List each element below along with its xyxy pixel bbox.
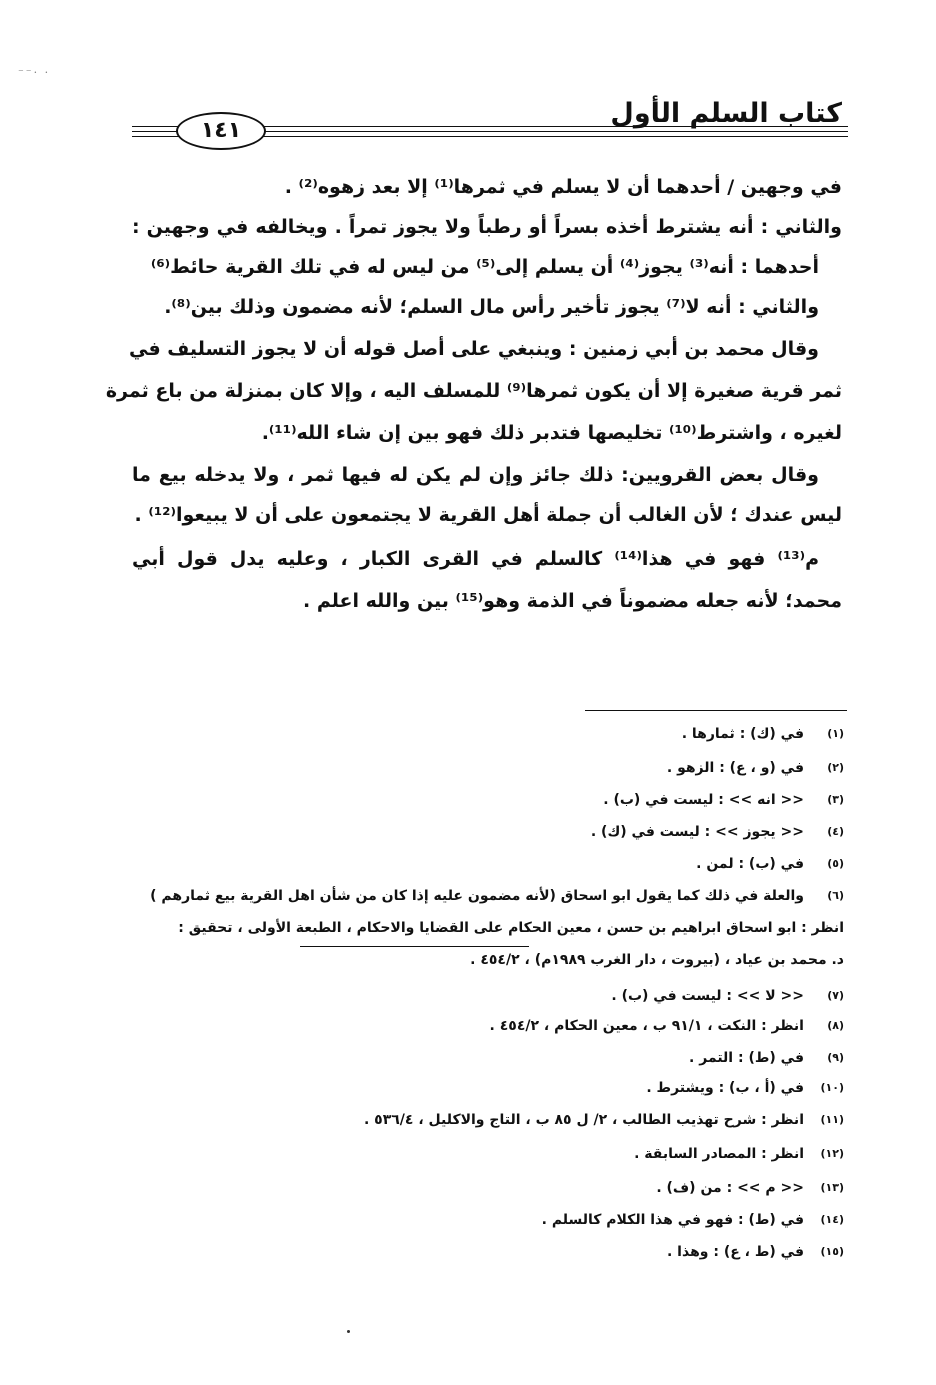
footnote-number: (٣) (827, 793, 844, 806)
page-number: ١٤١ (176, 112, 266, 150)
footnote-number: (١٣) (820, 1181, 844, 1194)
footnote-continuation: د. محمد بن عياد ، (بيروت ، دار الغرب ١٩٨٩م) ، ٤٥٤/٢ . (470, 952, 844, 968)
footnote-number: (١٤) (820, 1213, 844, 1226)
footnote-text: في (ط) : فهو في هذا الكلام كالسلم . (541, 1212, 804, 1228)
body-line: محمد؛ لأنه جعله مضموناً في الذمة وهو⁽¹⁵⁾ بين والله اعلم . (303, 590, 842, 612)
footnote (656, 1176, 844, 1200)
footnote (646, 1076, 844, 1100)
footnote-text: في (أ ، ب) : ويشترط . (646, 1080, 804, 1096)
footnote-text: << لا >> : ليست في (ب) . (611, 988, 804, 1004)
footnote-text: << م >> : من (ف) . (656, 1180, 804, 1196)
footnote-text: << يجوز >> : ليست في (ك) . (590, 824, 804, 840)
footnote-separator (585, 710, 847, 711)
footnote (689, 1046, 844, 1070)
body-line: م⁽¹³⁾ فهو في هذا⁽¹⁴⁾ كالسلم في القرى الكبار ، وعليه يدل قول أبي (132, 548, 819, 570)
body-line: ثمر قرية صغيرة إلا أن يكون ثمرها⁽⁹⁾ للمسلف اليه ، وإلا كان بمنزلة من باع ثمرة (105, 380, 842, 402)
body-line: أحدهما : أنه⁽³⁾ يجوز⁽⁴⁾ أن يسلم إلى⁽⁵⁾ من ليس له في تلك القرية حائط⁽⁶⁾ (150, 256, 819, 278)
footnote-number: (٨) (827, 1019, 844, 1032)
footnote (603, 788, 844, 812)
footnote-number: (١٥) (820, 1245, 844, 1258)
footnote (667, 756, 844, 780)
book-title-underline (300, 946, 529, 947)
footnote-text: والعلة في ذلك كما يقول ابو اسحاق (لأنه مضمون عليه إذا كان من شأن اهل القرية بيع ثمارهم ) (150, 888, 804, 904)
footnote-text: في (ط ، ع) : وهذا . (666, 1244, 804, 1260)
footnote-number: (٦) (827, 889, 844, 902)
footnote-text: << انه >> : ليست في (ب) . (603, 792, 804, 808)
footnote (611, 984, 844, 1008)
footnote (634, 1142, 844, 1166)
footnote-number: (٧) (827, 989, 844, 1002)
scan-speck (347, 1330, 350, 1333)
footnote-number: (١) (827, 727, 844, 740)
footnote-number: (٤) (827, 825, 844, 838)
footnote-number: (١١) (820, 1113, 844, 1126)
footnote-number: (٢) (827, 761, 844, 774)
scan-smudge: ⁻⁻· · (18, 66, 51, 79)
footnote (682, 722, 844, 746)
body-line: والثاني : أنه لا⁽⁷⁾ يجوز تأخير رأس مال السلم؛ لأنه مضمون وذلك بين⁽⁸⁾. (164, 296, 819, 318)
body-line: وقال بعض القرويين: ذلك جائز وإن لم يكن له فيها ثمر ، ولا يدخله بيع ما (132, 464, 819, 486)
body-line: في وجهين / أحدهما أن لا يسلم في ثمرها⁽¹⁾ إلا بعد زهوه⁽²⁾ . (284, 176, 842, 198)
footnote-number: (١٢) (820, 1147, 844, 1160)
footnote (591, 820, 844, 844)
footnote (542, 1208, 844, 1232)
footnote-text: في (و ، ع) : الزهو . (666, 760, 804, 776)
header-title: كتاب السلم الأول (610, 98, 842, 129)
footnote-number: (٩) (827, 1051, 844, 1064)
footnote-text: انظر : النكت ، ٩١/١ ب ، معين الحكام ، ٤٥٤/٢ . (489, 1018, 804, 1034)
footnote (150, 884, 844, 908)
footnote-text: انظر : المصادر السابقة . (634, 1146, 804, 1162)
body-line: والثاني : أنه يشترط أخذه بسراً أو رطباً ولا يجوز تمراً . ويخالفه في وجهين : (132, 216, 842, 238)
footnote-text: في (ط) : التمر . (689, 1050, 804, 1066)
footnote-continuation: انظر : ابو اسحاق ابراهيم بن حسن ، معين الحكام على القضايا والاحكام ، الطبعة الأولى ، تحقيق : (178, 920, 844, 936)
body-line: ليس عندك ؛ لأن الغالب أن جملة أهل القرية لا يجتمعون على أن لا يبيعوا⁽¹²⁾ . (134, 504, 842, 526)
footnote (696, 852, 844, 876)
footnote (667, 1240, 844, 1264)
footnote-text: في (ب) : لمن . (696, 856, 804, 872)
footnote-number: (٥) (827, 857, 844, 870)
footnote-text: انظر : شرح تهذيب الطالب ، ٢/ ل ٨٥ ب ، التاج والاكليل ، ٥٣٦/٤ . (363, 1112, 804, 1128)
footnote (364, 1108, 844, 1132)
body-line: وقال محمد بن أبي زمنين : وينبغي على أصل قوله أن لا يجوز التسليف في (129, 338, 819, 360)
body-line: لغيره ، واشترط⁽¹⁰⁾ تخليصها فتدبر ذلك فهو بين إن شاء الله⁽¹¹⁾. (261, 422, 842, 444)
footnote-number: (١٠) (820, 1081, 844, 1094)
footnote-text: في (ك) : ثمارها . (681, 726, 804, 742)
footnote (490, 1014, 844, 1038)
